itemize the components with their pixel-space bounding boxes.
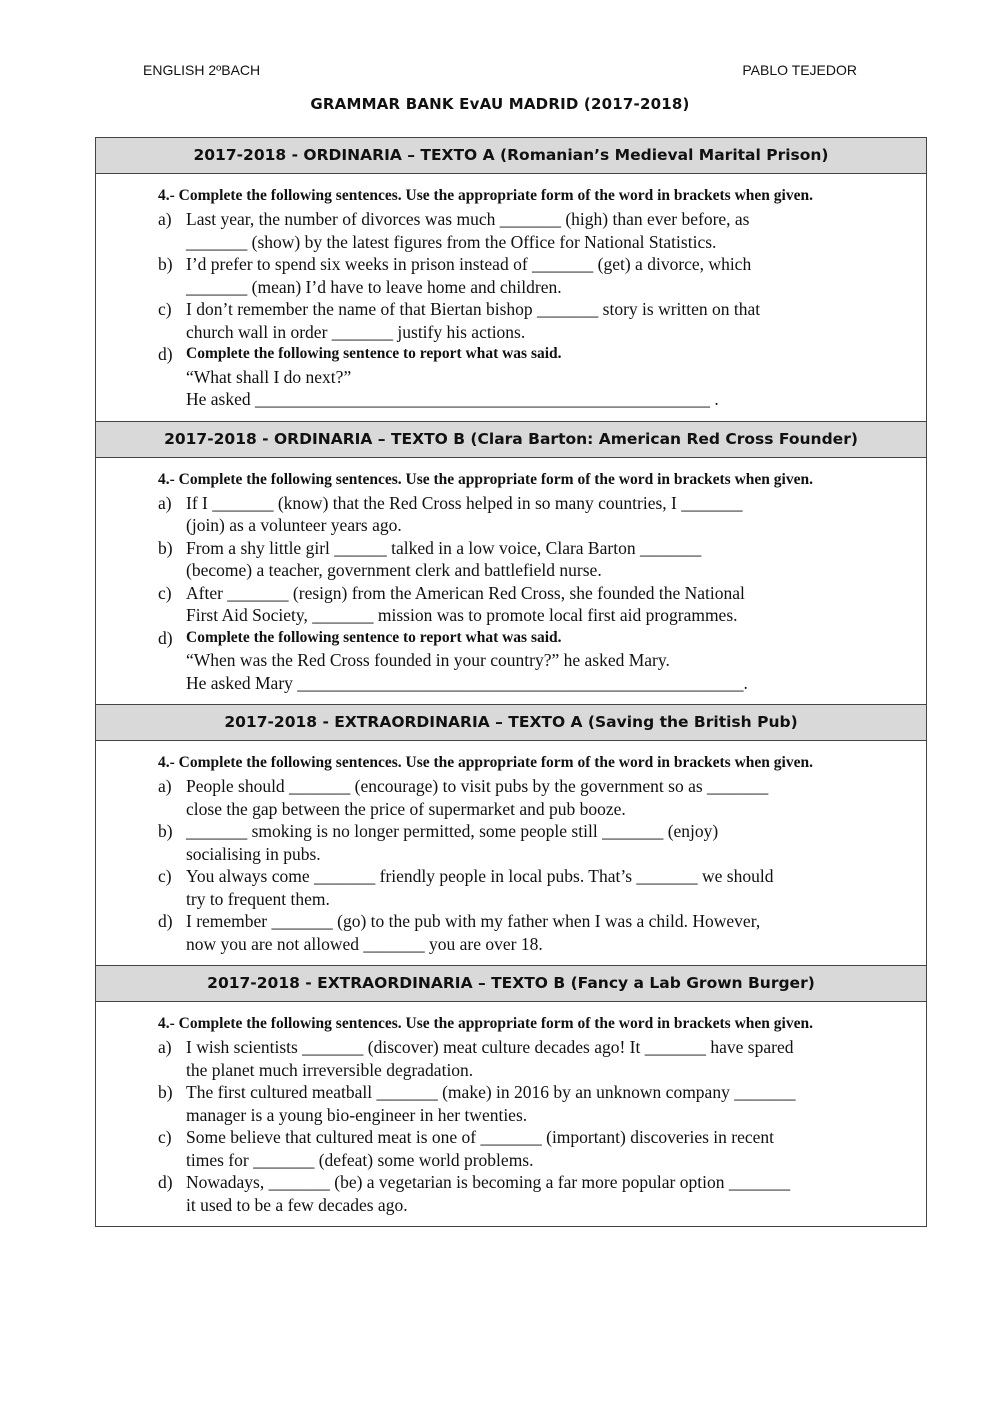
section-body — [96, 174, 926, 421]
course-label: ENGLISH 2ºBACH — [143, 62, 261, 78]
item-letter: d) — [158, 627, 173, 648]
exercise-item — [158, 537, 862, 582]
item-letter: b) — [158, 821, 173, 841]
item-letter: b) — [158, 1082, 173, 1102]
exercise-item — [158, 208, 862, 253]
item-line: “When was the Red Cross founded in your country?” he asked Mary. — [186, 650, 670, 670]
item-letter: b) — [158, 537, 173, 558]
teacher-name: PABLO TEJEDOR — [742, 62, 857, 78]
exercise-item — [158, 1081, 862, 1126]
item-line: I don’t remember the name of that Biertan bishop _______ story is written on that — [186, 299, 761, 319]
item-line: _______ (mean) I’d have to leave home and children. — [186, 276, 562, 297]
item-letter: a) — [158, 492, 172, 513]
item-letter: d) — [158, 344, 173, 364]
exercise-item — [158, 582, 862, 627]
item-letter: d) — [158, 911, 173, 931]
section-title: 2017-2018 - EXTRAORDINARIA – TEXTO B (Fancy a Lab Grown Burger) — [96, 965, 926, 1002]
exercise-item — [158, 343, 862, 411]
instruction: 4.- Complete the following sentences. Use the appropriate form of the word in brackets when given. — [158, 754, 813, 771]
item-line: After _______ (resign) from the American Red Cross, she founded the National — [186, 582, 745, 603]
item-line: He asked ____________________________________________________ . — [186, 389, 719, 409]
item-line: “What shall I do next?” — [186, 366, 352, 387]
exercise-item — [158, 910, 862, 955]
item-prompt: Complete the following sentence to report what was said. — [186, 628, 562, 646]
item-line: I remember _______ (go) to the pub with my father when I was a child. However, — [186, 911, 761, 931]
instruction: 4.- Complete the following sentences. Use the appropriate form of the word in brackets when given. — [158, 470, 813, 488]
exercise-table — [95, 137, 927, 1227]
instruction: 4.- Complete the following sentences. Use the appropriate form of the word in brackets when given. — [158, 1015, 813, 1032]
exercise-item — [158, 820, 862, 865]
item-line: times for _______ (defeat) some world problems. — [186, 1149, 534, 1170]
section-title: 2017-2018 - ORDINARIA – TEXTO B (Clara Barton: American Red Cross Founder) — [96, 421, 926, 458]
exercise-item — [158, 775, 862, 820]
item-line: If I _______ (know) that the Red Cross helped in so many countries, I _______ — [186, 492, 743, 513]
item-line: _______ (show) by the latest figures from the Office for National Statistics. — [186, 231, 717, 252]
item-line: I wish scientists _______ (discover) meat culture decades ago! It _______ have spared — [186, 1037, 794, 1057]
item-line: manager is a young bio-engineer in her twenties. — [186, 1104, 528, 1125]
exercise-item — [158, 298, 862, 343]
item-line: (join) as a volunteer years ago. — [186, 515, 402, 535]
instruction: 4.- Complete the following sentences. Use the appropriate form of the word in brackets when given. — [158, 187, 813, 204]
item-letter: c) — [158, 582, 172, 603]
item-line: Last year, the number of divorces was much _______ (high) than ever before, as — [186, 209, 750, 229]
item-line: From a shy little girl ______ talked in a low voice, Clara Barton _______ — [186, 537, 702, 558]
item-line: The first cultured meatball _______ (make) in 2016 by an unknown company _______ — [186, 1082, 796, 1102]
section-body — [96, 1002, 926, 1226]
exercise-item — [158, 492, 862, 537]
item-line: _______ smoking is no longer permitted, some people still _______ (enjoy) — [186, 821, 719, 841]
exercise-item — [158, 253, 862, 298]
item-line: Nowadays, _______ (be) a vegetarian is becoming a far more popular option _______ — [186, 1172, 791, 1192]
item-line: close the gap between the price of supermarket and pub booze. — [186, 798, 626, 819]
item-line: try to frequent them. — [186, 888, 330, 909]
exercise-item — [158, 1036, 862, 1081]
item-letter: a) — [158, 209, 172, 229]
item-line: the planet much irreversible degradation. — [186, 1059, 474, 1080]
section-body — [96, 741, 926, 965]
page-title: GRAMMAR BANK EvAU MADRID (2017-2018) — [310, 95, 690, 113]
item-line: You always come _______ friendly people in local pubs. That’s _______ we should — [186, 866, 774, 886]
exercise-item — [158, 865, 862, 910]
section-title: 2017-2018 - EXTRAORDINARIA – TEXTO A (Saving the British Pub) — [96, 704, 926, 741]
item-line: I’d prefer to spend six weeks in prison instead of _______ (get) a divorce, which — [186, 254, 752, 274]
item-letter: a) — [158, 776, 172, 796]
item-letter: c) — [158, 299, 172, 319]
exercise-item — [158, 1126, 862, 1171]
item-line: Some believe that cultured meat is one of _______ (important) discoveries in recent — [186, 1127, 775, 1147]
exercise-item — [158, 1171, 862, 1216]
item-letter: c) — [158, 866, 172, 886]
item-letter: d) — [158, 1172, 173, 1192]
section-body — [96, 458, 926, 705]
item-line: now you are not allowed _______ you are over 18. — [186, 933, 543, 954]
item-line: church wall in order _______ justify his actions. — [186, 321, 526, 342]
item-line: (become) a teacher, government clerk and battlefield nurse. — [186, 560, 602, 580]
item-line: People should _______ (encourage) to visit pubs by the government so as _______ — [186, 776, 769, 796]
item-letter: b) — [158, 254, 173, 274]
item-line: it used to be a few decades ago. — [186, 1194, 408, 1215]
item-line: He asked Mary ___________________________________________________. — [186, 672, 748, 693]
section-title: 2017-2018 - ORDINARIA – TEXTO A (Romanian’s Medieval Marital Prison) — [96, 138, 926, 174]
item-line: socialising in pubs. — [186, 843, 321, 864]
item-prompt: Complete the following sentence to report what was said. — [186, 345, 562, 362]
item-letter: a) — [158, 1037, 172, 1057]
item-line: First Aid Society, _______ mission was to promote local first aid programmes. — [186, 605, 738, 625]
exercise-item — [158, 627, 862, 695]
item-letter: c) — [158, 1127, 172, 1147]
